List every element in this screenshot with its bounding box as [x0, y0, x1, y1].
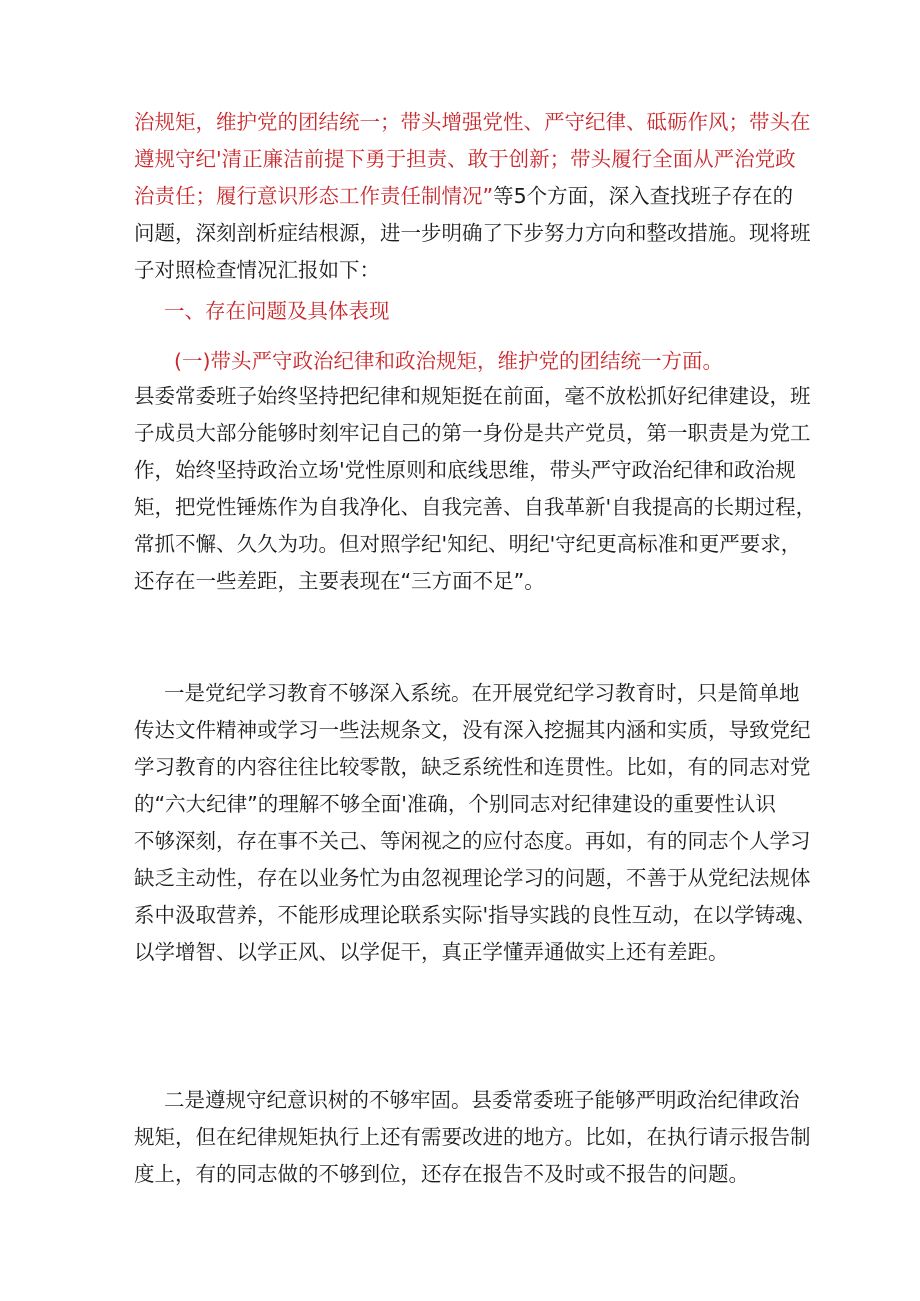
intro-paragraph	[134, 104, 811, 289]
paragraph-1-line: 常抓不懈、久久为功。但对照学纪'知纪、明纪'守纪更高标准和更严要求，	[134, 532, 802, 556]
intro-line-2: 遵规守纪'清正廉洁前提下勇于担责、敢于创新；带头履行全面从严治党政	[134, 147, 796, 171]
paragraph-3-line: 二是遵规守纪意识树的不够牢固。县委常委班子能够严明政治纪律政治	[164, 1088, 800, 1112]
intro-line-3	[134, 178, 794, 215]
intro-line-4: 问题，深刻剖析症结根源，进一步明确了下步努力方向和整改措施。现将班	[134, 221, 811, 245]
paragraph-1-line: 县委常委班子始终坚持把纪律和规矩挺在前面，毫不放松抓好纪律建设，班	[134, 384, 811, 408]
subsection-heading-1: (一)带头严守政治纪律和政治规矩，维护党的团结统一方面。	[174, 349, 723, 373]
paragraph-1-line: 还存在一些差距，主要表现在“三方面不足”。	[134, 569, 545, 593]
paragraph-2-line: 传达文件精神或学习一些法规条文，没有深入挖掘其内涵和实质，导致党纪	[134, 718, 811, 742]
intro-line-3-tail: 等5个方面，深入查找班子存在的	[493, 184, 794, 208]
intro-line-5: 子对照检查情况汇报如下：	[134, 258, 380, 282]
paragraph-3-line: 度上，有的同志做的不够到位，还存在报告不及时或不报告的问题。	[134, 1162, 749, 1186]
paragraph-1-line: 矩，把党性锤炼作为自我净化、自我完善、自我革新'自我提高的长期过程，	[134, 495, 817, 519]
paragraph-2-line: 学习教育的内容往往比较零散，缺乏系统性和连贯性。比如，有的同志对党	[134, 755, 811, 779]
paragraph-2-line: 一是党纪学习教育不够深入系统。在开展党纪学习教育时，只是简单地	[164, 681, 800, 705]
paragraph-1-line: 作，始终坚持政治立场'党性原则和底线思维，带头严守政治纪律和政治规	[134, 458, 796, 482]
intro-line-3-red: 治责任；履行意识形态工作责任制情况”	[134, 184, 494, 208]
paragraph-1	[134, 378, 817, 600]
paragraph-3	[134, 1082, 811, 1193]
paragraph-2-line: 不够深刻，存在事不关己、等闲视之的应付态度。再如，有的同志个人学习	[134, 829, 811, 853]
paragraph-1-line: 子成员大部分能够时刻牢记自己的第一身份是共产党员，第一职责是为党工	[134, 421, 811, 445]
intro-line-1: 治规矩，维护党的团结统一；带头增强党性、严守纪律、砥砺作风；带头在	[134, 110, 811, 134]
paragraph-2-line: 缺乏主动性，存在以业务忙为由忽视理论学习的问题，不善于从党纪法规体	[134, 866, 811, 890]
paragraph-2	[134, 675, 817, 971]
paragraph-3-line: 规矩，但在纪律规矩执行上还有需要改进的地方。比如，在执行请示报告制	[134, 1125, 811, 1149]
section-heading-1: 一、存在问题及具体表现	[164, 299, 390, 323]
paragraph-2-line: 系中汲取营养，不能形成理论联系实际'指导实践的良性互动，在以学铸魂、	[134, 903, 817, 927]
paragraph-2-line: 的“六大纪律”的理解不够全面'准确，个别同志对纪律建设的重要性认识	[134, 792, 776, 816]
paragraph-2-line: 以学增智、以学正风、以学促干，真正学懂弄通做实上还有差距。	[134, 940, 729, 964]
